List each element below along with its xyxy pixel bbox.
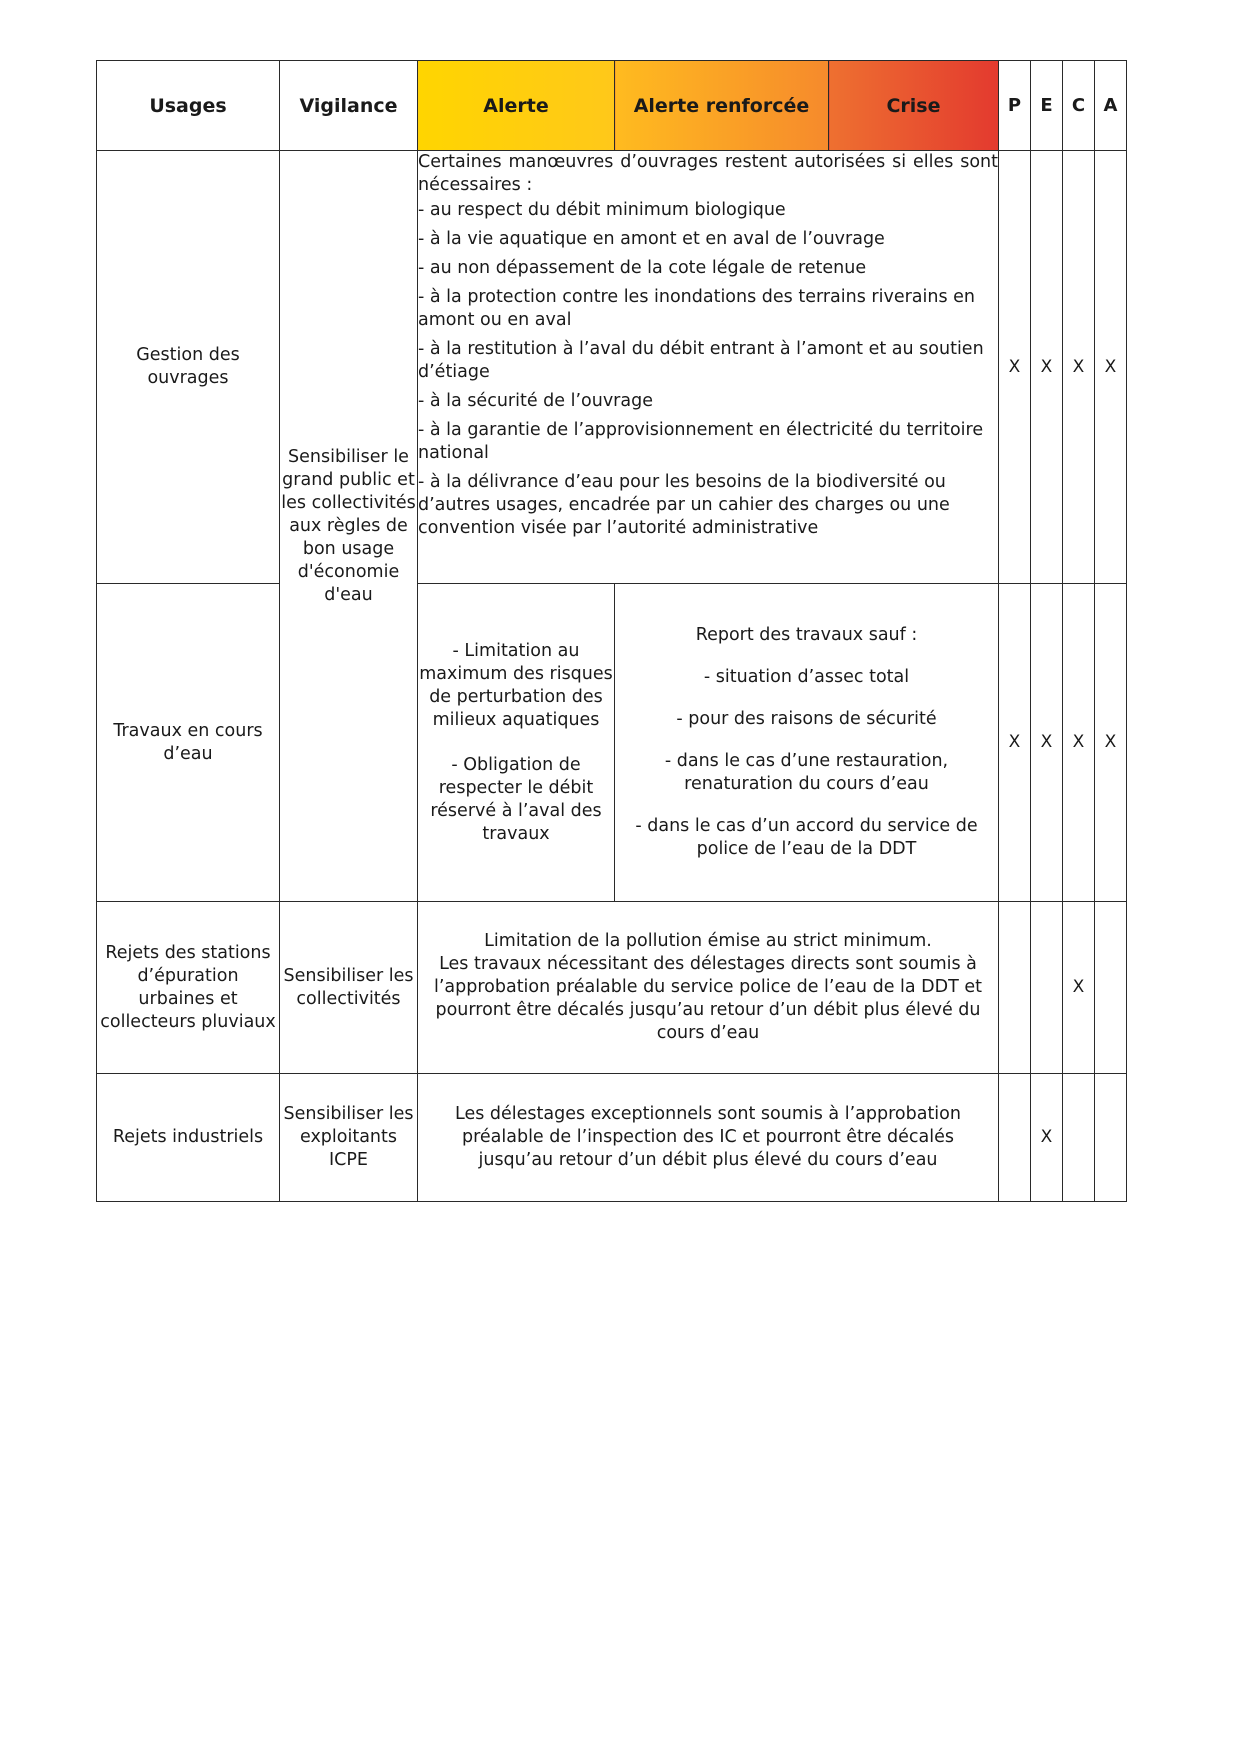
gestion-e-mark: X [1031,151,1063,584]
travaux-e-mark: X [1031,584,1063,902]
travaux-c-mark: X [1063,584,1095,902]
usage-travaux: Travaux en cours d’eau [97,584,280,902]
gestion-c-mark: X [1063,151,1095,584]
gestion-intro: Certaines manœuvres d’ouvrages restent autorisées si elles sont nécessaires : [418,152,998,195]
usage-gestion-ouvrages: Gestion des ouvrages [97,151,280,584]
rejets-stations-line2: Les travaux nécessitant des délestages directs sont soumis à l’approbation préalable du service police de l’eau de la DDT et pourront être décalés jusqu’au retour d’un débit plus élevé du cours d’eau [433,954,983,1043]
gestion-item: - au respect du débit minimum biologique [418,200,786,220]
travaux-alerte-measures [418,584,615,902]
travaux-alerte-item: - Obligation de respecter le débit réservé à l’aval des travaux [430,754,602,844]
rejets-stations-e-mark [1031,902,1063,1074]
header-e: E [1031,61,1063,151]
gestion-item: - à la vie aquatique en amont et en aval de l’ouvrage [418,229,885,249]
travaux-p-mark: X [999,584,1031,902]
rejets-industriels-measures: Les délestages exceptionnels sont soumis à l’approbation préalable de l’inspection des IC et pourront être décalés jusqu’au retour d’un débit plus élevé du cours d’eau [418,1074,999,1202]
vigilance-collectivites: Sensibiliser les collectivités [280,902,418,1074]
travaux-renforcee-item: - dans le cas d’un accord du service de police de l’eau de la DDT [635,816,978,859]
gestion-a-mark: X [1095,151,1127,584]
header-a: A [1095,61,1127,151]
rejets-stations-a-mark [1095,902,1127,1074]
travaux-renforcee-item: - dans le cas d’une restauration, renaturation du cours d’eau [664,751,949,794]
vigilance-exploitants: Sensibiliser les exploitants ICPE [280,1074,418,1202]
gestion-measures [418,151,999,584]
usage-rejets-industriels: Rejets industriels [97,1074,280,1202]
rejets-stations-measures [418,902,999,1074]
rejets-stations-p-mark [999,902,1031,1074]
gestion-item: - à la sécurité de l’ouvrage [418,391,653,411]
travaux-renforcee-crise-measures [615,584,999,902]
gestion-item: - à la protection contre les inondations des terrains riverains en amont ou en aval [418,287,976,330]
rejets-industriels-a-mark [1095,1074,1127,1202]
header-c: C [1063,61,1095,151]
travaux-alerte-item: - Limitation au maximum des risques de perturbation des milieux aquatiques [419,640,613,730]
rejets-industriels-c-mark [1063,1074,1095,1202]
restrictions-table [96,60,1127,1202]
rejets-stations-c-mark: X [1063,902,1095,1074]
gestion-item: - à la délivrance d’eau pour les besoins de la biodiversité ou d’autres usages, encadrée par un cahier des charges ou une convention visée par l’autorité administrative [418,472,950,538]
header-vigilance: Vigilance [280,61,418,151]
travaux-renforcee-item: Report des travaux sauf : [695,625,918,645]
row-rejets-industriels [97,1074,1127,1202]
rejets-stations-line1: Limitation de la pollution émise au strict minimum. [484,931,932,951]
vigilance-grand-public: Sensibiliser le grand public et les collectivités aux règles de bon usage d'économie d'eau [280,151,418,902]
header-row [97,61,1127,151]
row-gestion-ouvrages [97,151,1127,584]
header-alerte: Alerte [418,61,615,151]
gestion-item: - à la garantie de l’approvisionnement en électricité du territoire national [418,420,984,463]
row-rejets-stations [97,902,1127,1074]
travaux-renforcee-item: - situation d’assec total [703,667,910,687]
header-crise: Crise [829,61,999,151]
row-travaux [97,584,1127,902]
header-usages: Usages [97,61,280,151]
travaux-renforcee-item: - pour des raisons de sécurité [676,709,937,729]
gestion-item: - au non dépassement de la cote légale de retenue [418,258,867,278]
rejets-industriels-e-mark: X [1031,1074,1063,1202]
travaux-a-mark: X [1095,584,1127,902]
header-p: P [999,61,1031,151]
usage-rejets-stations: Rejets des stations d’épuration urbaines et collecteurs pluviaux [97,902,280,1074]
gestion-p-mark: X [999,151,1031,584]
rejets-industriels-p-mark [999,1074,1031,1202]
gestion-item: - à la restitution à l’aval du débit entrant à l’amont et au soutien d’étiage [418,339,984,382]
header-alerte-renforcee: Alerte renforcée [615,61,829,151]
